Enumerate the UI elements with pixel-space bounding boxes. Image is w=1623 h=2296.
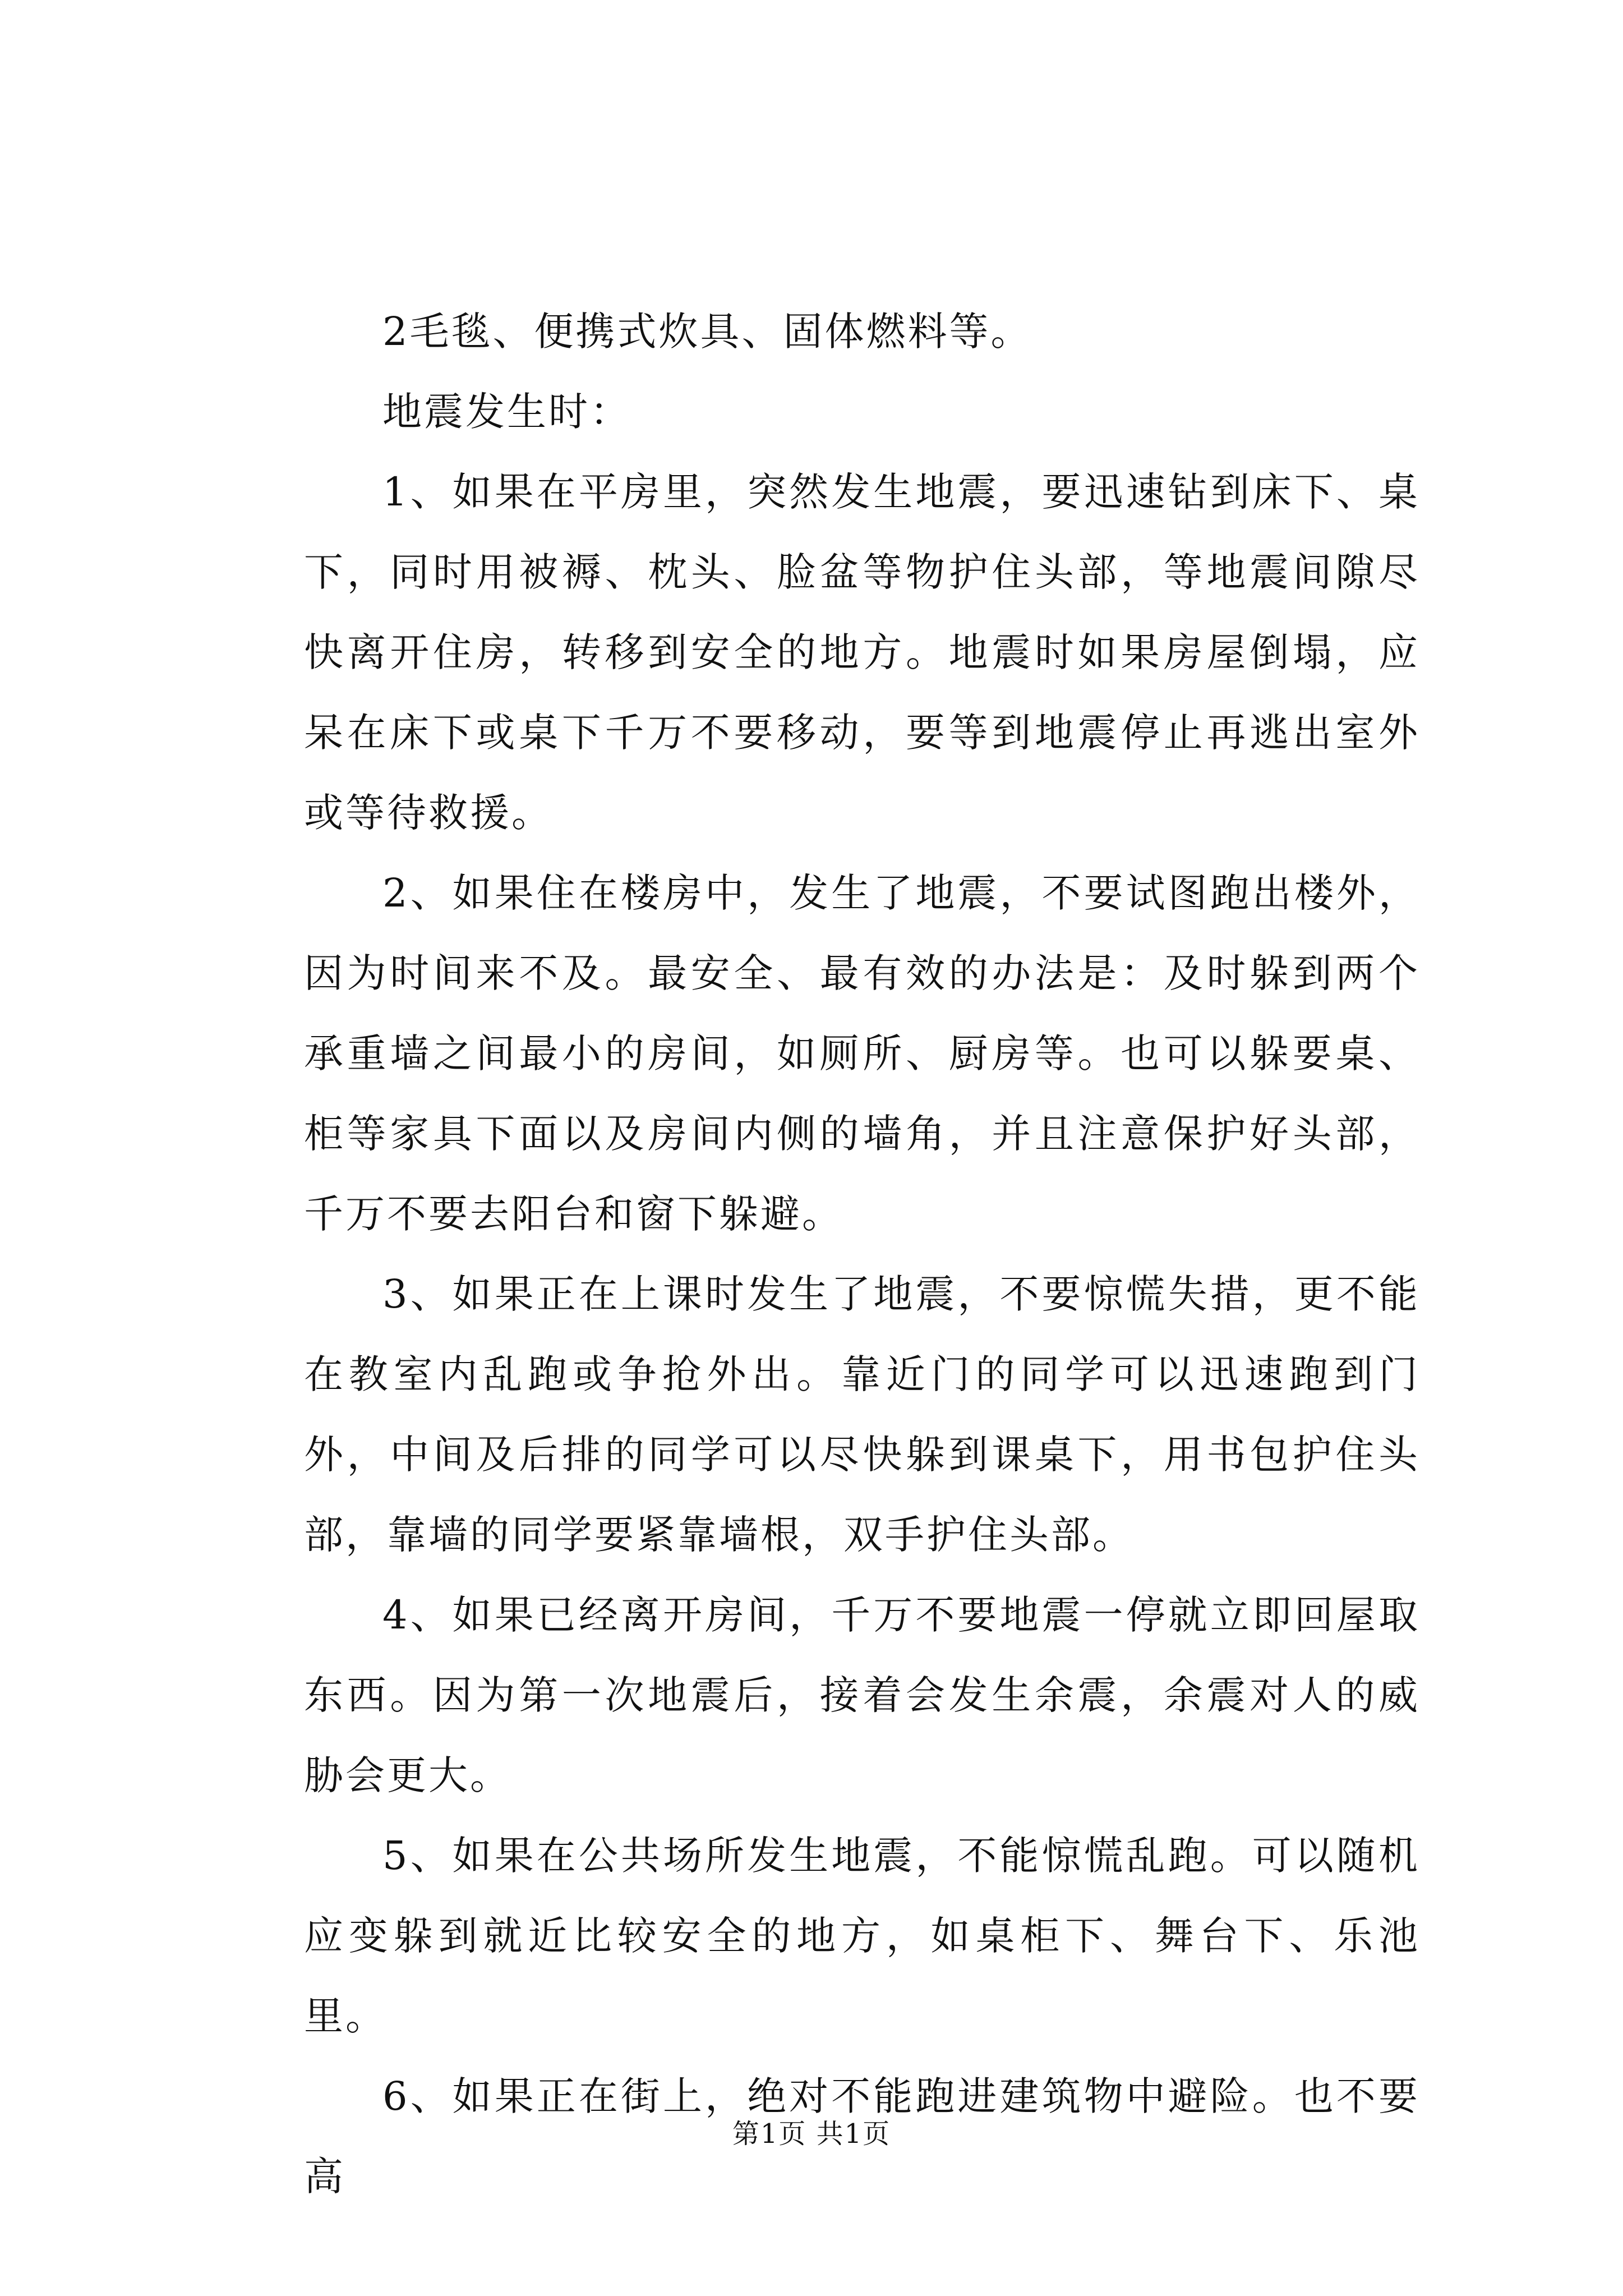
paragraph-item-5: 5、如果在公共场所发生地震，不能惊慌乱跑。可以随机应变躲到就近比较安全的地方，如桌柜下、舞台下、乐池里。: [304, 1833, 1420, 2039]
paragraph-heading-during-earthquake: 地震发生时：: [382, 389, 631, 435]
paragraph-supplies: 2毛毯、便携式炊具、固体燃料等。: [382, 309, 1032, 355]
paragraph-item-1: 1、如果在平房里，突然发生地震，要迅速钻到床下、桌下，同时用被褥、枕头、脸盆等物护住头部，等地震间隙尽快离开住房，转移到安全的地方。地震时如果房屋倒塌，应呆在床下或桌下千万不要移动，要等到地震停止再逃出室外或等待救援。: [304, 469, 1420, 836]
document-body: [304, 292, 1420, 2217]
paragraph-item-6: 6、如果正在街上，绝对不能跑进建筑物中避险。也不要高: [304, 2073, 1420, 2200]
paragraph-item-4: 4、如果已经离开房间，千万不要地震一停就立即回屋取东西。因为第一次地震后，接着会发生余震，余震对人的威胁会更大。: [304, 1592, 1420, 1798]
paragraph-item-3: 3、如果正在上课时发生了地震，不要惊慌失措，更不能在教室内乱跑或争抢外出。靠近门的同学可以迅速跑到门外，中间及后排的同学可以尽快躲到课桌下，用书包护住头部，靠墙的同学要紧靠墙根，双手护住头部。: [304, 1271, 1420, 1558]
paragraph-item-2: 2、如果住在楼房中，发生了地震，不要试图跑出楼外，因为时间来不及。最安全、最有效的办法是：及时躲到两个承重墙之间最小的房间，如厕所、厨房等。也可以躲要桌、柜等家具下面以及房间内侧的墙角，并且注意保护好头部，千万不要去阳台和窗下躲避。: [304, 870, 1420, 1237]
page-number-footer: 第1页 共1页: [732, 2118, 891, 2150]
